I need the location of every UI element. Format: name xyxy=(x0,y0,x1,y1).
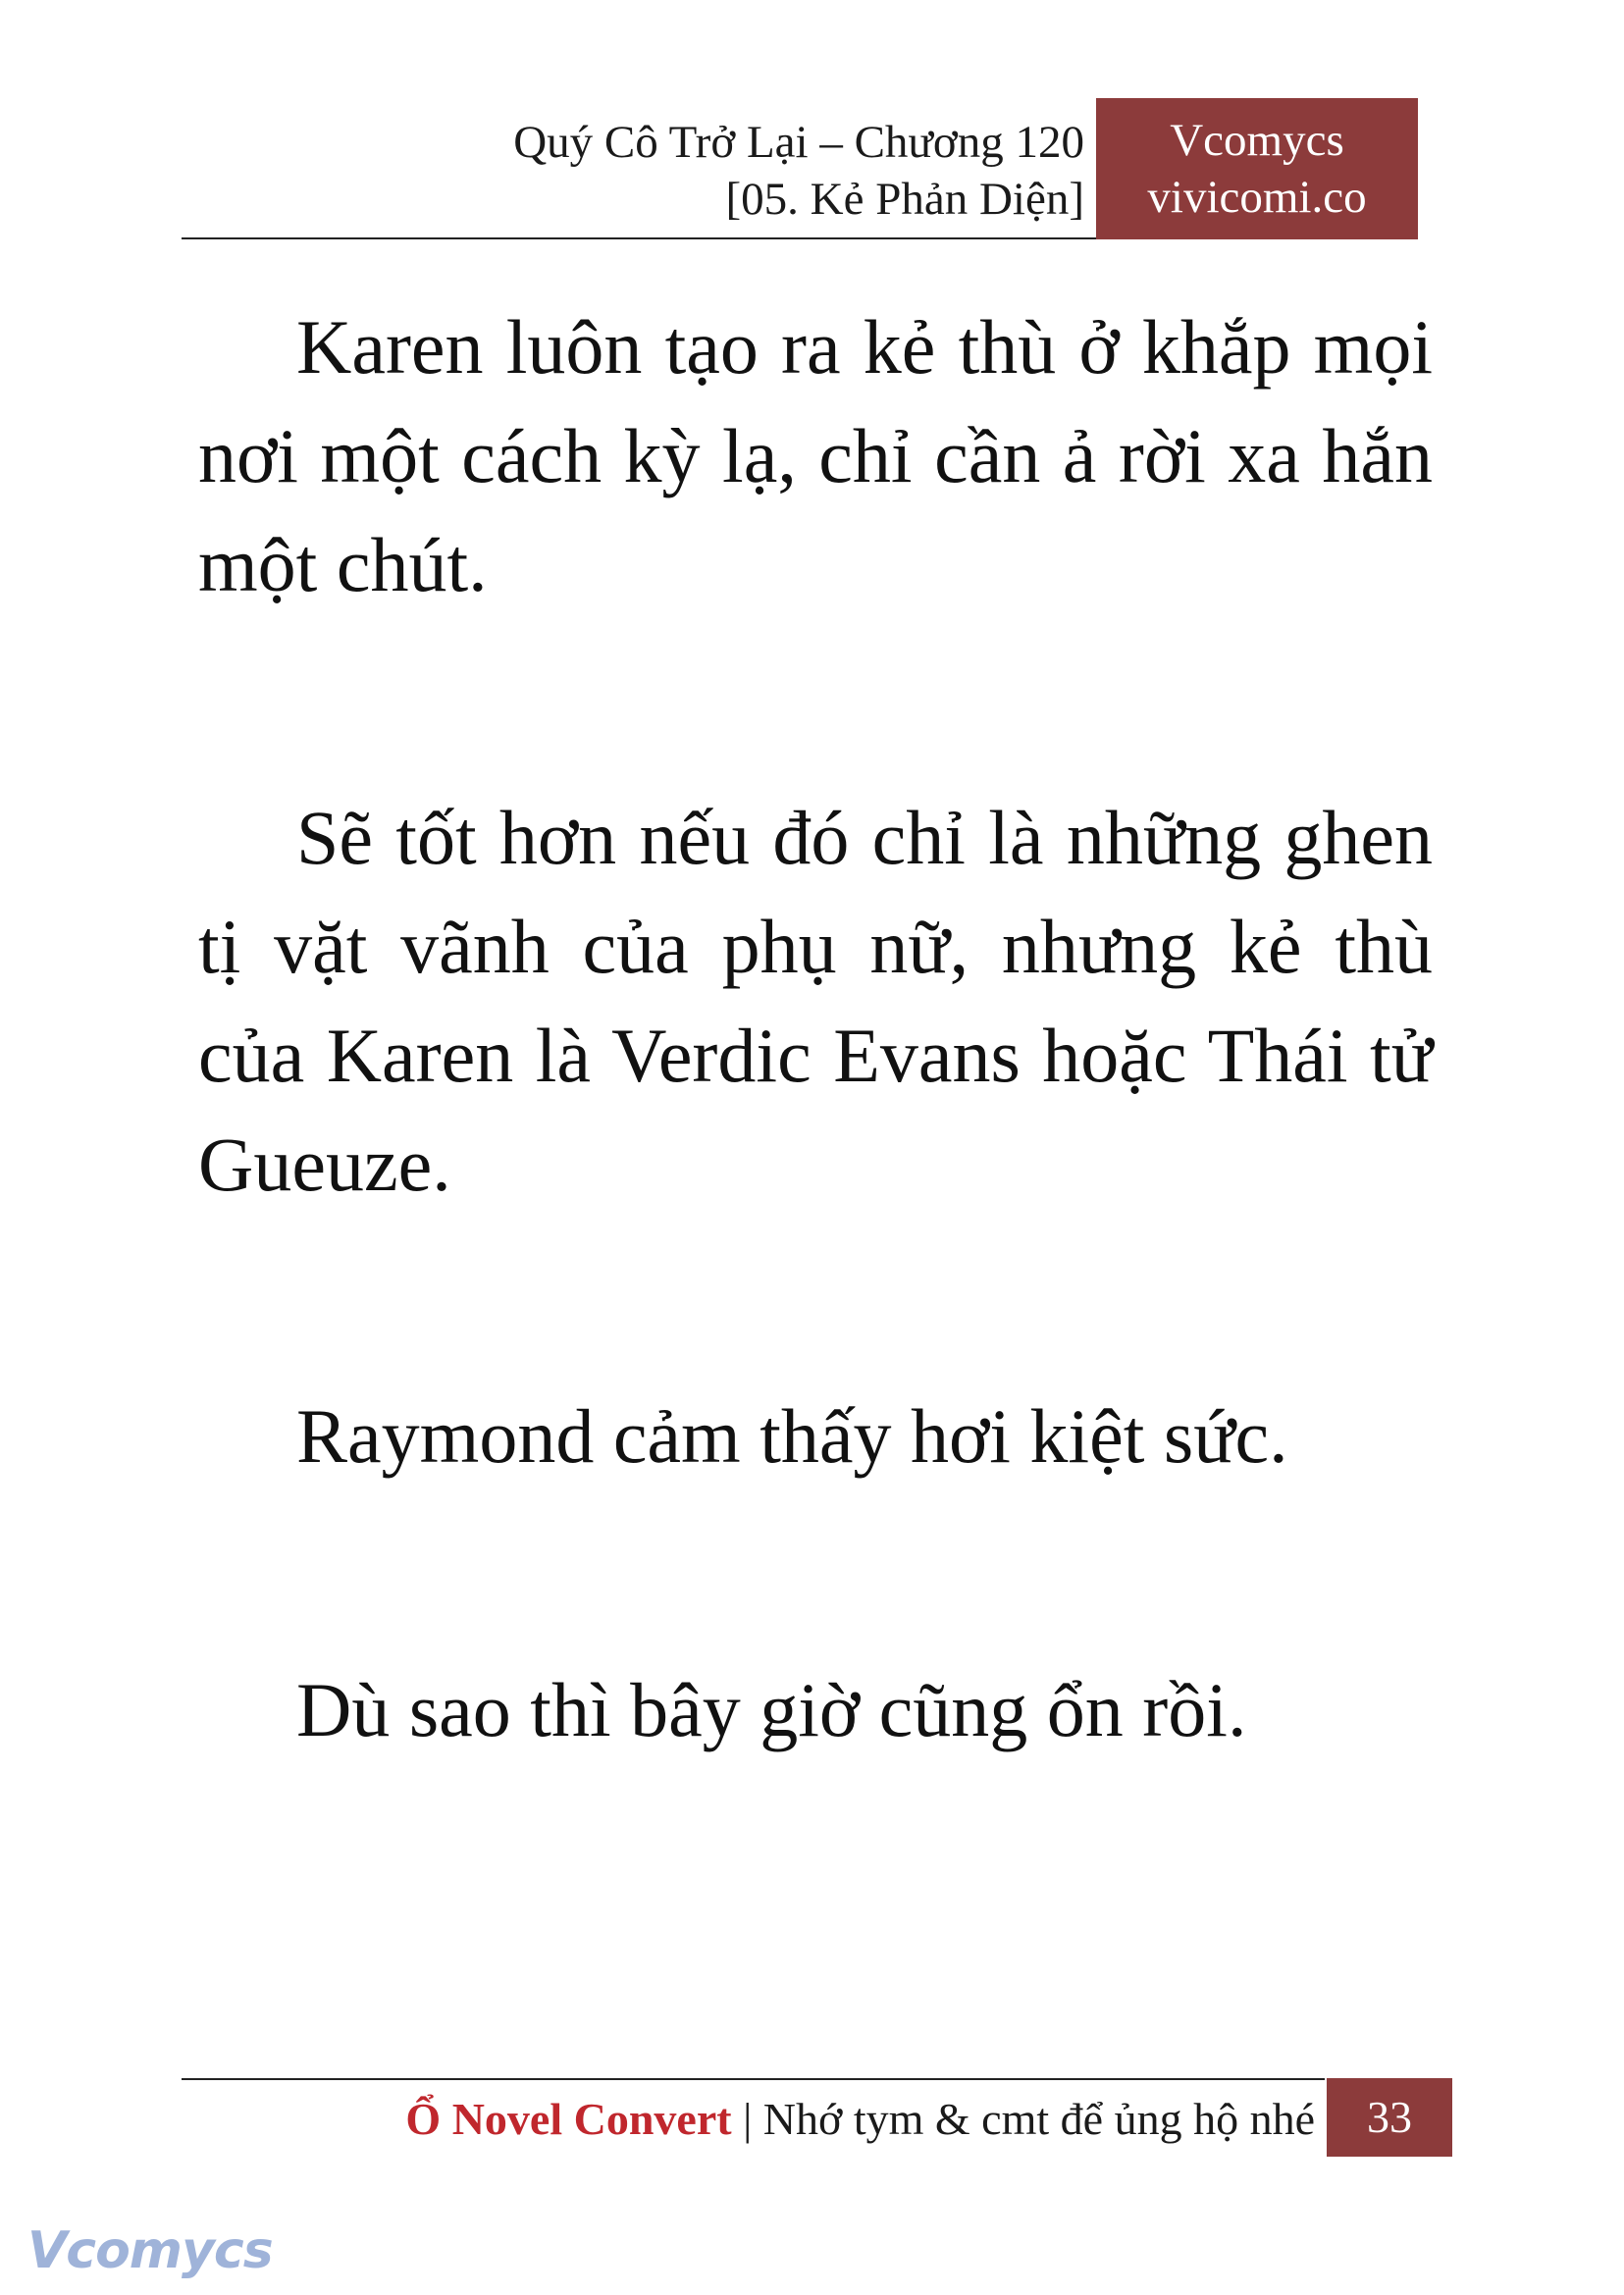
page-footer xyxy=(182,2078,1452,2157)
page-number: 33 xyxy=(1327,2078,1452,2157)
chapter-title-line-1: Quý Cô Trở Lại – Chương 120 xyxy=(513,117,1084,168)
paragraph-4: Dù sao thì bây giờ cũng ổn rồi. xyxy=(296,1667,1247,1752)
footer-separator: | xyxy=(731,2094,763,2144)
footer-brand: Ổ Novel Convert xyxy=(405,2094,732,2144)
watermark-text: Vcomycs xyxy=(27,2221,273,2280)
footer-message: Nhớ tym & cmt để ủng hộ nhé xyxy=(762,2094,1315,2144)
chapter-title xyxy=(513,114,1084,228)
brand-box xyxy=(1096,98,1418,239)
paragraph-3: Raymond cảm thấy hơi kiệt sức. xyxy=(296,1393,1288,1479)
footer-text xyxy=(405,2092,1315,2147)
paragraph-1: Karen luôn tạo ra kẻ thù ở khắp mọi nơi một cách kỳ lạ, chỉ cần ả rời xa hắn một chút. xyxy=(198,304,1433,607)
footer-divider xyxy=(182,2078,1325,2080)
watermark-logo xyxy=(27,2219,273,2282)
paragraph-2: Sẽ tốt hơn nếu đó chỉ là những ghen tị vặt vãnh của phụ nữ, nhưng kẻ thù của Karen là Verdic Evans hoặc Thái tử Gueuze. xyxy=(198,795,1433,1207)
page-header xyxy=(182,98,1418,239)
header-divider xyxy=(182,237,1096,239)
brand-name: Vcomycs xyxy=(1170,115,1344,166)
brand-site: vivicomi.co xyxy=(1147,172,1367,223)
chapter-title-line-2: [05. Kẻ Phản Diện] xyxy=(725,174,1084,225)
